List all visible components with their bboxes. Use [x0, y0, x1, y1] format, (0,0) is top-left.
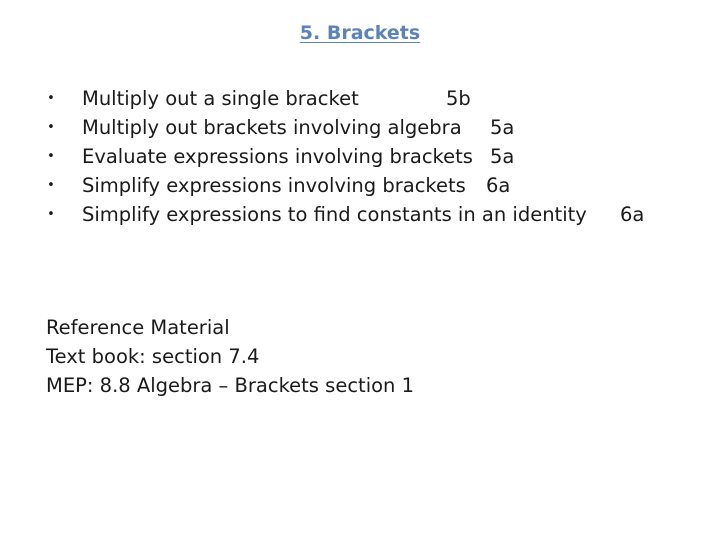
objective-level: 6a [486, 174, 511, 197]
reference-heading: Reference Material [46, 316, 230, 339]
objective-text: Multiply out brackets involving algebra [82, 116, 462, 139]
objective-text: Simplify expressions to find constants in an identity [82, 203, 587, 226]
reference-textbook: Text book: section 7.4 [46, 345, 260, 368]
objective-level: 5b [446, 87, 471, 110]
objective-text: Multiply out a single bracket [82, 87, 359, 110]
bullet-icon: • [47, 120, 55, 135]
objective-text: Evaluate expressions involving brackets [82, 145, 473, 168]
reference-mep: MEP: 8.8 Algebra – Brackets section 1 [46, 374, 415, 397]
reference-material [46, 313, 414, 400]
bullet-icon: • [47, 178, 55, 193]
bullet-icon: • [47, 149, 55, 164]
objective-level: 6a [620, 203, 645, 226]
objective-level: 5a [490, 145, 515, 168]
bullet-icon: • [47, 91, 55, 106]
page-title: 5. Brackets [299, 22, 421, 44]
bullet-icon: • [47, 207, 55, 222]
objective-text: Simplify expressions involving brackets [82, 174, 466, 197]
objective-level: 5a [490, 116, 515, 139]
